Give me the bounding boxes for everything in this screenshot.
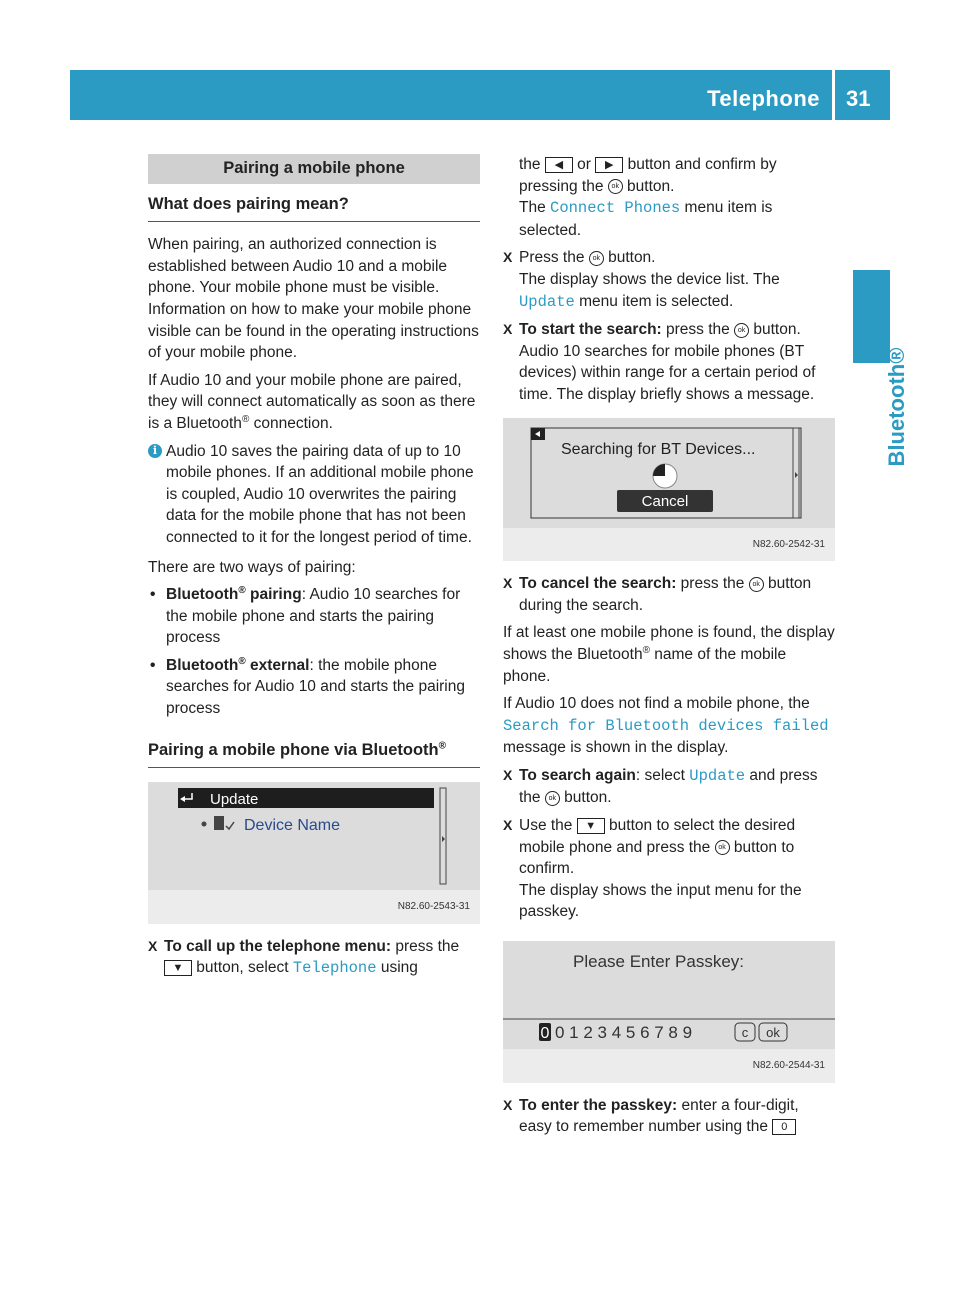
figure-code: N82.60-2544-31: [503, 1049, 835, 1083]
ok-icon: ok: [766, 1025, 780, 1041]
side-tab-label: Bluetooth®: [884, 347, 909, 467]
info-icon: i: [148, 444, 162, 458]
figure-device-list: [148, 782, 480, 924]
paragraph: When pairing, an authorized connection is established between Audio 10 and a mobile phone. Your mobile phone must be visible. Information on how to make your mobile phone visible can be found in the operating instructions of your mobile phone.: [148, 236, 479, 362]
device-list-screen: [148, 782, 480, 890]
passkey-title: Please Enter Passkey:: [573, 952, 745, 972]
ok-button-icon: ok: [589, 251, 604, 266]
ok-button-icon: ok: [749, 577, 764, 592]
continuation-text: the ◀ or ▶ button and confirm by pressing the ok button. The Connect Phones menu item is selected.: [519, 156, 777, 239]
searching-screen: [503, 418, 835, 528]
section-heading: Pairing a mobile phone: [148, 154, 480, 184]
step-item: X Use the ▼ button to select the desired mobile phone and press the ok button to confirm. The display shows the input menu for the passkey.: [503, 817, 802, 921]
down-button-icon: ▼: [164, 960, 192, 976]
subheading-pairing: What does pairing mean?: [148, 194, 480, 223]
searching-title: Searching for BT Devices...: [561, 440, 756, 458]
list-item: • Bluetooth® external: the mobile phone searches for Audio 10 and starts the pairing process: [150, 655, 465, 718]
figure-passkey: [503, 941, 835, 1083]
step-item: X To call up the telephone menu: press the ▼ button, select Telephone using: [148, 937, 460, 978]
header-separator: [832, 70, 835, 120]
update-item: Update: [210, 791, 259, 809]
subheading-bluetooth: Pairing a mobile phone via Bluetooth®: [148, 740, 480, 769]
passkey-screen: [503, 941, 835, 1049]
paragraph: There are two ways of pairing:: [148, 558, 356, 576]
left-button-icon: ◀: [545, 157, 573, 173]
paragraph: If at least one mobile phone is found, the display shows the Bluetooth® name of the mobile phone.: [503, 624, 835, 685]
step-item: X To start the search: press the ok button. Audio 10 searches for mobile phones (BT devices) within range for a certain period of time. The display briefly shows a message.: [503, 321, 816, 403]
ok-button-icon: ok: [734, 323, 749, 338]
down-button-icon: ▼: [577, 818, 605, 834]
step-item: X To cancel the search: press the ok button during the search.: [503, 575, 812, 614]
passkey-selected-digit: 0: [540, 1025, 550, 1043]
ok-button-icon: ok: [608, 179, 623, 194]
figure-code: N82.60-2543-31: [148, 890, 480, 924]
left-column: [148, 154, 480, 986]
ok-button-icon: ok: [545, 791, 560, 806]
device-name-item: Device Name: [244, 817, 341, 835]
list-item: • Bluetooth® pairing: Audio 10 searches for the mobile phone and starts the pairing process: [150, 584, 461, 647]
info-note: i Audio 10 saves the pairing data of up to 10 mobile phones. If an additional mobile phone is coupled, Audio 10 overwrites the pairing data for the mobile phone that has not been connected to it for the longest period of time.: [148, 441, 480, 549]
right-column: [503, 154, 835, 1144]
paragraph: If Audio 10 and your mobile phone are paired, they will connect automatically as soon as there is a Bluetooth® connection.: [148, 371, 476, 432]
header-title: Telephone: [707, 86, 820, 111]
passkey-digits: 0 1 2 3 4 5 6 7 8 9: [555, 1023, 693, 1043]
cancel-button: Cancel: [641, 492, 689, 510]
right-button-icon: ▶: [595, 157, 623, 173]
ok-button-icon: ok: [715, 840, 730, 855]
step-item: X To search again: select Update and press the ok button.: [503, 766, 818, 807]
step-item: X To enter the passkey: enter a four-digit, easy to remember number using the 0: [503, 1096, 799, 1136]
figure-code: N82.60-2542-31: [503, 528, 835, 562]
zero-button-icon: 0: [772, 1119, 796, 1135]
clear-icon: c: [741, 1025, 749, 1041]
page-number: 31: [846, 86, 871, 111]
paragraph: If Audio 10 does not find a mobile phone, the Search for Bluetooth devices failed message is shown in the display.: [503, 695, 829, 757]
figure-searching: [503, 418, 835, 562]
step-item: X Press the ok button. The display shows the device list. The Update menu item is selected.: [503, 249, 780, 311]
